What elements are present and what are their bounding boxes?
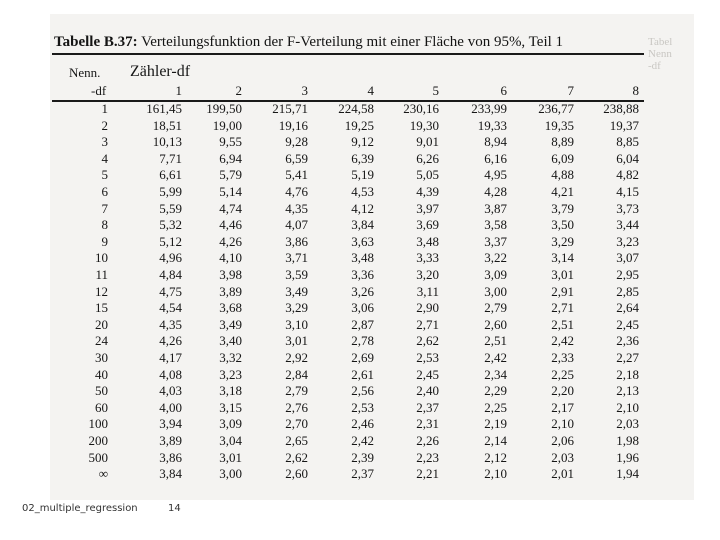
table-cell: 2,45 — [416, 367, 439, 382]
table-cell: 2,10 — [484, 466, 507, 481]
table-cell: 3,32 — [219, 350, 242, 365]
table-cell: 5,99 — [159, 184, 182, 199]
table-cell: 9,12 — [351, 134, 374, 149]
table-cell: 4,96 — [159, 250, 182, 265]
table-cell: 8,94 — [484, 134, 507, 149]
table-cell: 3,36 — [351, 267, 374, 282]
table-cell: 2,21 — [416, 466, 439, 481]
table-cell: 5,19 — [351, 167, 374, 182]
row-df-label: 7 — [101, 201, 108, 216]
table-cell: 10,13 — [152, 134, 182, 149]
table-cell: 2,23 — [416, 450, 439, 465]
table-cell: 2,70 — [285, 416, 308, 431]
table-cell: 3,49 — [219, 317, 242, 332]
table-cell: 2,79 — [484, 300, 507, 315]
table-cell: 4,54 — [159, 300, 182, 315]
table-cell: 2,06 — [551, 433, 574, 448]
row-df-label: 30 — [95, 350, 108, 365]
table-cell: 4,75 — [159, 284, 182, 299]
table-cell: 1,98 — [616, 433, 639, 448]
table-cell: 4,39 — [416, 184, 439, 199]
table-cell: 2,37 — [416, 400, 439, 415]
table-cell: 2,31 — [416, 416, 439, 431]
table-cell: 5,05 — [416, 167, 439, 182]
row-df-label: 15 — [95, 300, 108, 315]
table-cell: 2,03 — [616, 416, 639, 431]
row-header-nenn: Nenn. — [69, 65, 101, 80]
table-cell: 3,69 — [416, 217, 439, 232]
table-cell: 2,10 — [551, 416, 574, 431]
table-cell: 3,04 — [219, 433, 242, 448]
table-cell: 2,25 — [551, 367, 574, 382]
table-cell: 238,88 — [603, 101, 639, 116]
table-cell: 3,48 — [351, 250, 374, 265]
column-header: 2 — [235, 83, 242, 98]
table-cell: 3,00 — [219, 466, 242, 481]
table-cell: 6,59 — [285, 151, 308, 166]
row-df-label: 50 — [95, 383, 108, 398]
table-cell: 4,95 — [484, 167, 507, 182]
table-cell: 2,51 — [484, 333, 507, 348]
table-cell: 2,10 — [616, 400, 639, 415]
table-cell: 3,18 — [219, 383, 242, 398]
table-cell: 2,17 — [551, 400, 574, 415]
table-cell: 2,64 — [616, 300, 639, 315]
table-cell: 3,58 — [484, 217, 507, 232]
table-cell: 4,21 — [551, 184, 574, 199]
table-cell: 6,39 — [351, 151, 374, 166]
table-cell: 3,73 — [616, 201, 639, 216]
table-cell: 4,74 — [219, 201, 242, 216]
row-df-label: 6 — [101, 184, 108, 199]
table-cell: 9,55 — [219, 134, 242, 149]
table-cell: 3,89 — [219, 284, 242, 299]
row-df-label: 2 — [101, 118, 108, 133]
table-cell: 4,84 — [159, 267, 182, 282]
table-cell: 2,60 — [484, 317, 507, 332]
table-cell: 236,77 — [538, 101, 574, 116]
table-cell: 2,71 — [551, 300, 574, 315]
table-cell: 3,01 — [285, 333, 308, 348]
table-cell: 4,10 — [219, 250, 242, 265]
table-cell: 3,01 — [219, 450, 242, 465]
table-cell: 5,12 — [159, 234, 182, 249]
table-cell: 4,88 — [551, 167, 574, 182]
column-header: 8 — [632, 83, 639, 98]
table-cell: 3,33 — [416, 250, 439, 265]
table-cell: 5,32 — [159, 217, 182, 232]
row-df-label: 4 — [101, 151, 108, 166]
table-cell: 2,56 — [351, 383, 374, 398]
table-cell: 9,01 — [416, 134, 439, 149]
table-cell: 3,71 — [285, 250, 308, 265]
table-cell: 4,03 — [159, 383, 182, 398]
table-cell: 3,87 — [484, 201, 507, 216]
table-cell: 2,25 — [484, 400, 507, 415]
table-cell: 2,62 — [285, 450, 308, 465]
table-cell: 2,14 — [484, 433, 507, 448]
table-cell: 3,14 — [551, 250, 574, 265]
table-cell: 4,17 — [159, 350, 182, 365]
row-df-label: 24 — [95, 333, 108, 348]
table-cell: 3,48 — [416, 234, 439, 249]
table-cell: 2,60 — [285, 466, 308, 481]
table-cell: 2,84 — [285, 367, 308, 382]
table-cell: 3,40 — [219, 333, 242, 348]
table-cell: 2,40 — [416, 383, 439, 398]
table-cell: 2,20 — [551, 383, 574, 398]
table-cell: 233,99 — [471, 101, 507, 116]
row-df-label: 60 — [95, 400, 108, 415]
table-cell: 3,07 — [616, 250, 639, 265]
table-cell: 2,78 — [351, 333, 374, 348]
row-df-label: 1 — [101, 101, 108, 116]
table-cell: 161,45 — [146, 101, 182, 116]
table-cell: 2,12 — [484, 450, 507, 465]
bleed-through-text: Tabel Nenn -df — [648, 36, 673, 72]
table-cell: 224,58 — [338, 101, 374, 116]
table-cell: 3,23 — [219, 367, 242, 382]
table-cell: 3,89 — [159, 433, 182, 448]
table-cell: 2,79 — [285, 383, 308, 398]
table-cell: 3,50 — [551, 217, 574, 232]
table-cell: 19,30 — [409, 118, 439, 133]
table-cell: 2,42 — [551, 333, 574, 348]
table-cell: 2,27 — [616, 350, 639, 365]
table-cell: 2,53 — [351, 400, 374, 415]
table-cell: 4,76 — [285, 184, 308, 199]
table-cell: 19,00 — [212, 118, 242, 133]
table-cell: 3,49 — [285, 284, 308, 299]
page-number: 14 — [168, 503, 181, 514]
row-header-df: -df — [91, 83, 107, 98]
table-cell: 3,84 — [159, 466, 182, 481]
row-df-label: 100 — [88, 416, 108, 431]
footer-label: 02_multiple_regression — [22, 503, 138, 514]
table-cell: 2,03 — [551, 450, 574, 465]
table-cell: 3,63 — [351, 234, 374, 249]
table-cell: 4,46 — [219, 217, 242, 232]
table-cell: 4,82 — [616, 167, 639, 182]
table-cell: 3,15 — [219, 400, 242, 415]
table-cell: 5,41 — [285, 167, 308, 182]
table-cell: 3,68 — [219, 300, 242, 315]
table-cell: 2,71 — [416, 317, 439, 332]
table-cell: 3,29 — [551, 234, 574, 249]
row-df-label: ∞ — [98, 466, 108, 481]
row-df-label: 9 — [101, 234, 108, 249]
table-cell: 2,19 — [484, 416, 507, 431]
table-cell: 2,29 — [484, 383, 507, 398]
table-cell: 3,86 — [285, 234, 308, 249]
table-cell: 2,87 — [351, 317, 374, 332]
table-cell: 9,28 — [285, 134, 308, 149]
column-header: 6 — [500, 83, 507, 98]
table-cell: 4,26 — [219, 234, 242, 249]
table-cell: 2,90 — [416, 300, 439, 315]
table-cell: 3,09 — [484, 267, 507, 282]
table-cell: 3,09 — [219, 416, 242, 431]
table-cell: 4,35 — [159, 317, 182, 332]
table-cell: 2,53 — [416, 350, 439, 365]
table-cell: 19,16 — [278, 118, 308, 133]
row-df-label: 8 — [101, 217, 108, 232]
table-cell: 3,29 — [285, 300, 308, 315]
table-cell: 2,46 — [351, 416, 374, 431]
table-cell: 5,14 — [219, 184, 242, 199]
table-cell: 18,51 — [152, 118, 182, 133]
row-df-label: 3 — [101, 134, 108, 149]
table-cell: 8,85 — [616, 134, 639, 149]
table-cell: 3,94 — [159, 416, 182, 431]
table-cell: 230,16 — [403, 101, 439, 116]
table-cell: 1,94 — [616, 466, 639, 481]
table-cell: 2,01 — [551, 466, 574, 481]
table-cell: 3,10 — [285, 317, 308, 332]
table-cell: 2,92 — [285, 350, 308, 365]
table-cell: 6,16 — [484, 151, 507, 166]
top-rule — [52, 53, 644, 55]
table-cell: 2,91 — [551, 284, 574, 299]
table-cell: 2,39 — [351, 450, 374, 465]
row-df-label: 40 — [95, 367, 108, 382]
table-cell: 5,59 — [159, 201, 182, 216]
column-group-header: Zähler-df — [130, 63, 191, 80]
row-df-label: 11 — [95, 267, 108, 282]
table-cell: 2,95 — [616, 267, 639, 282]
row-df-label: 500 — [88, 450, 108, 465]
table-cell: 3,37 — [484, 234, 507, 249]
table-cell: 4,15 — [616, 184, 639, 199]
table-cell: 2,45 — [616, 317, 639, 332]
table-title — [54, 34, 563, 51]
table-cell: 199,50 — [206, 101, 242, 116]
table-cell: 4,12 — [351, 201, 374, 216]
table-cell: 6,04 — [616, 151, 639, 166]
table-cell: 3,98 — [219, 267, 242, 282]
table-cell: 2,26 — [416, 433, 439, 448]
table-cell: 3,26 — [351, 284, 374, 299]
table-cell: 19,33 — [477, 118, 507, 133]
table-cell: 2,61 — [351, 367, 374, 382]
table-cell: 2,33 — [551, 350, 574, 365]
table-cell: 4,35 — [285, 201, 308, 216]
table-title-text: Verteilungsfunktion der F-Verteilung mit einer Fläche von 95%, Teil 1 — [137, 34, 564, 50]
table-cell: 3,06 — [351, 300, 374, 315]
table-cell: 1,96 — [616, 450, 639, 465]
row-df-label: 20 — [95, 317, 108, 332]
table-cell: 6,61 — [159, 167, 182, 182]
table-cell: 3,11 — [416, 284, 439, 299]
table-cell: 2,65 — [285, 433, 308, 448]
table-cell: 19,35 — [544, 118, 574, 133]
column-header: 3 — [301, 83, 308, 98]
table-cell: 6,26 — [416, 151, 439, 166]
table-cell: 3,20 — [416, 267, 439, 282]
table-cell: 4,08 — [159, 367, 182, 382]
table-cell: 215,71 — [272, 101, 308, 116]
table-cell: 3,23 — [616, 234, 639, 249]
table-cell: 2,76 — [285, 400, 308, 415]
column-header: 7 — [567, 83, 574, 98]
table-cell: 2,34 — [484, 367, 507, 382]
table-cell: 2,62 — [416, 333, 439, 348]
table-cell: 6,94 — [219, 151, 242, 166]
table-cell: 3,86 — [159, 450, 182, 465]
table-cell: 5,79 — [219, 167, 242, 182]
table-cell: 2,13 — [616, 383, 639, 398]
table-cell: 2,18 — [616, 367, 639, 382]
table-cell: 4,28 — [484, 184, 507, 199]
table-cell: 7,71 — [159, 151, 182, 166]
table-cell: 6,09 — [551, 151, 574, 166]
table-cell: 4,53 — [351, 184, 374, 199]
table-cell: 4,07 — [285, 217, 308, 232]
table-cell: 2,51 — [551, 317, 574, 332]
column-header: 4 — [367, 83, 374, 98]
table-cell: 4,26 — [159, 333, 182, 348]
table-cell: 3,44 — [616, 217, 639, 232]
table-cell: 4,00 — [159, 400, 182, 415]
row-df-label: 10 — [95, 250, 108, 265]
table-title-label: Tabelle B.37: — [54, 34, 138, 50]
table-cell: 3,97 — [416, 201, 439, 216]
table-cell: 2,42 — [484, 350, 507, 365]
table-cell: 2,42 — [351, 433, 374, 448]
table-cell: 3,01 — [551, 267, 574, 282]
row-df-label: 12 — [95, 284, 108, 299]
table-cell: 3,00 — [484, 284, 507, 299]
row-df-label: 200 — [88, 433, 108, 448]
column-header: 1 — [175, 83, 182, 98]
table-cell: 2,69 — [351, 350, 374, 365]
row-df-label: 5 — [101, 167, 108, 182]
table-cell: 3,22 — [484, 250, 507, 265]
table-cell: 3,59 — [285, 267, 308, 282]
column-header: 5 — [432, 83, 439, 98]
table-cell: 2,37 — [351, 466, 374, 481]
table-cell: 3,84 — [351, 217, 374, 232]
table-cell: 19,25 — [344, 118, 374, 133]
table-cell: 3,79 — [551, 201, 574, 216]
table-cell: 2,36 — [616, 333, 639, 348]
table-cell: 2,85 — [616, 284, 639, 299]
table-cell: 8,89 — [551, 134, 574, 149]
table-cell: 19,37 — [609, 118, 639, 133]
scanned-page — [50, 14, 694, 500]
